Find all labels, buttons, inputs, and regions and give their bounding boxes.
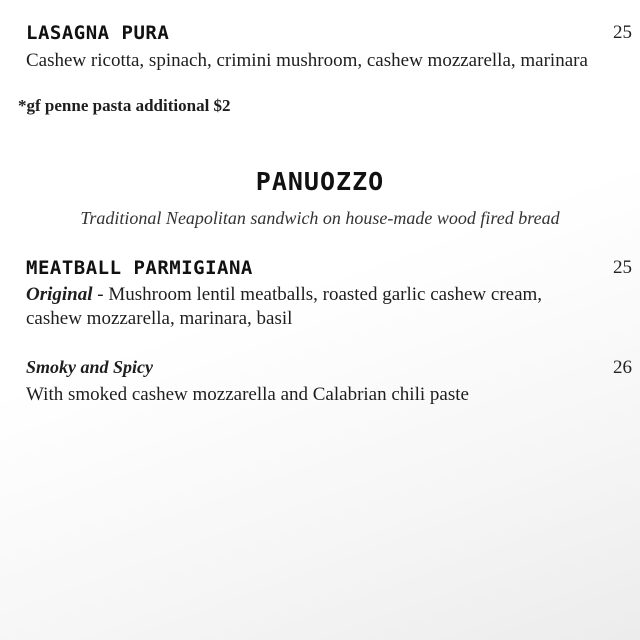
description-meatball-line-2: cashew mozzarella, marinara, basil	[26, 308, 293, 329]
item-title-lasagna-pura: LASAGNA PURA	[26, 22, 170, 44]
description-meatball-text: Mushroom lentil meatballs, roasted garlic cashew cream,	[108, 284, 543, 305]
section-subtitle-panuozzo: Traditional Neapolitan sandwich on house-made wood fired bread	[80, 208, 560, 228]
description-lasagna-pura: Cashew ricotta, spinach, crimini mushroom, cashew mozzarella, marinara	[26, 50, 588, 71]
item-title-smoky-and-spicy: Smoky and Spicy	[26, 357, 154, 377]
description-smoky-and-spicy: With smoked cashew mozzarella and Calabrian chili paste	[26, 384, 469, 405]
price-lasagna-pura: 25	[613, 22, 632, 43]
variant-separator: -	[92, 284, 109, 305]
item-title-meatball-parmigiana: MEATBALL PARMIGIANA	[26, 257, 253, 279]
price-meatball-parmigiana: 25	[613, 257, 632, 278]
price-smoky-and-spicy: 26	[613, 357, 632, 378]
section-title-panuozzo: PANUOZZO	[255, 167, 385, 196]
variant-label-original: Original	[26, 284, 93, 305]
gluten-free-note: *gf penne pasta additional $2	[18, 96, 231, 115]
description-meatball-line-1	[26, 284, 542, 306]
